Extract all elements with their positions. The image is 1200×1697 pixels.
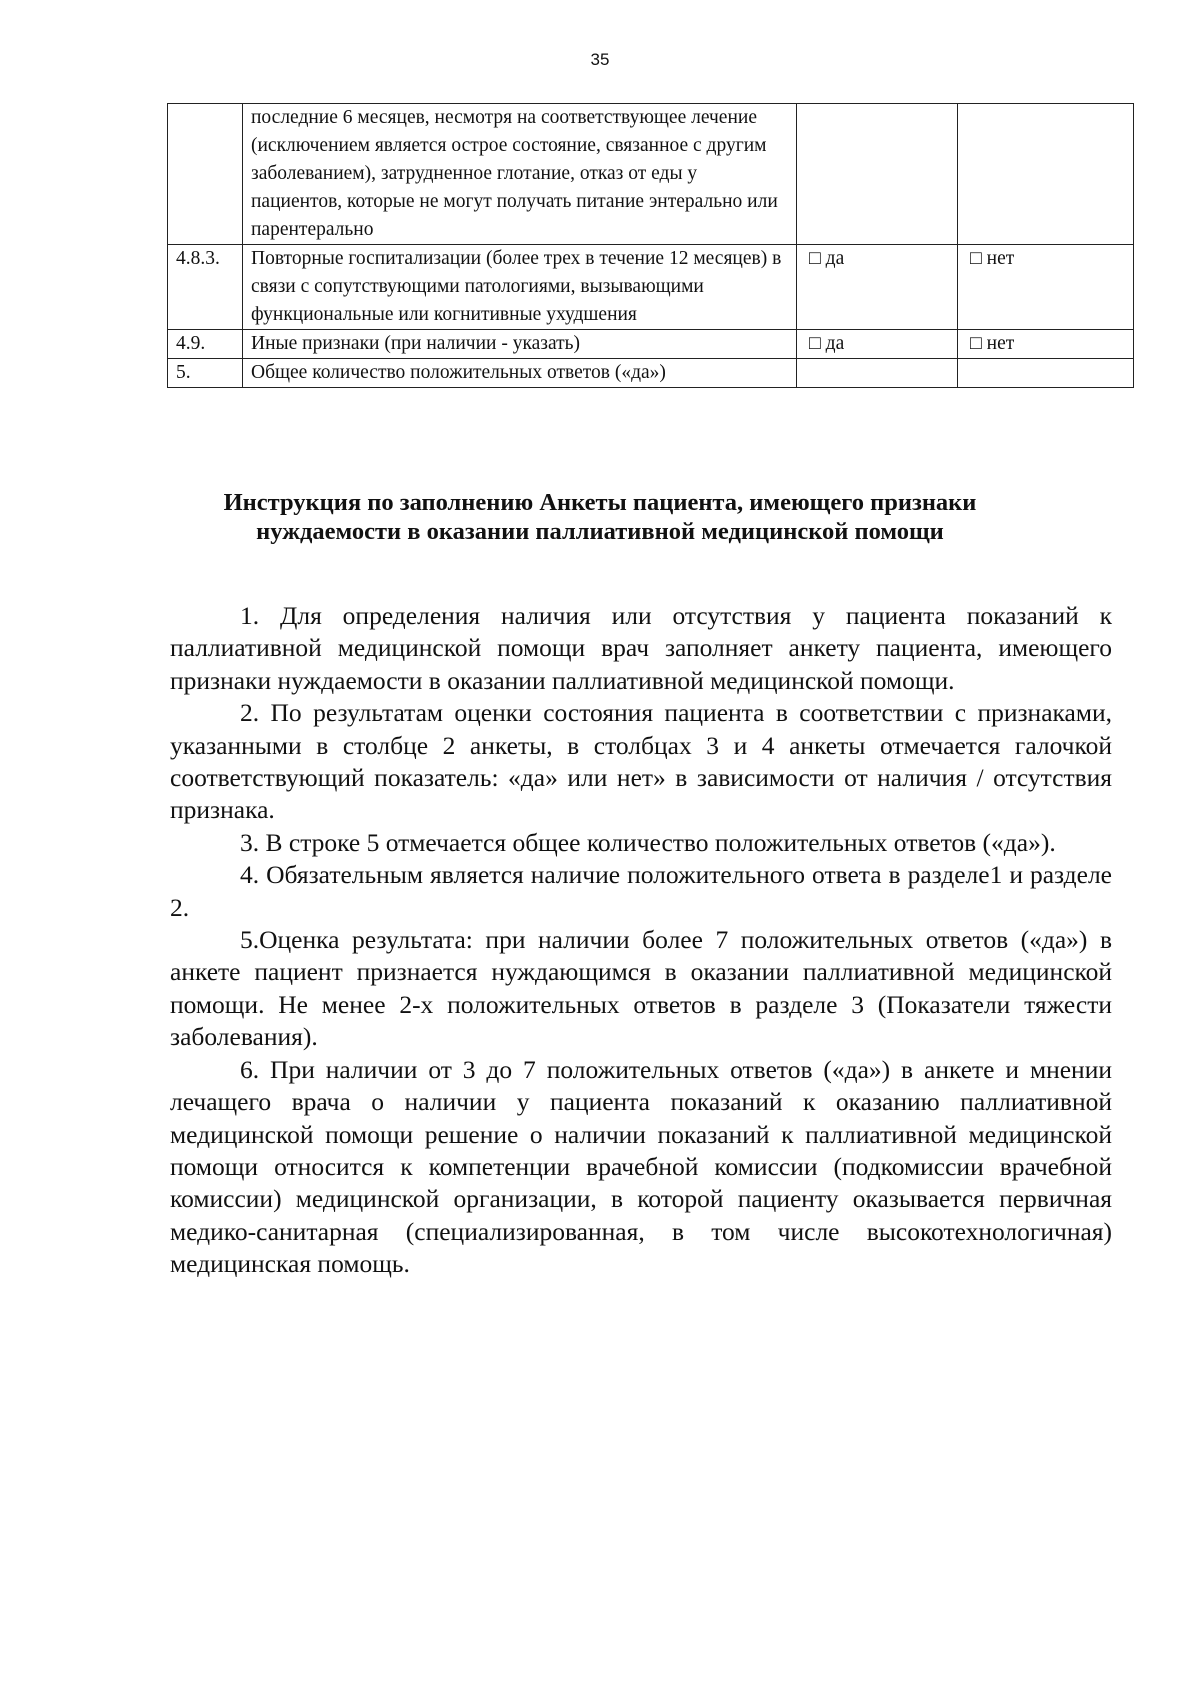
row-criterion: Повторные госпитализации (более трех в течение 12 месяцев) в связи с сопутствующими патологиями, вызывающими функциональные или когнитивные ухудшения <box>243 245 797 330</box>
table-row <box>168 330 1134 359</box>
row-criterion: последние 6 месяцев, несмотря на соответствующее лечение (исключением является острое состояние, связанное с другим заболеванием), затрудненное глотание, отказ от еды у пациентов, которые не могут получать питание энтерально или парентерально <box>243 104 797 245</box>
instruction-body <box>170 600 1112 1281</box>
total-no-cell[interactable] <box>958 359 1134 388</box>
table-row <box>168 104 1134 245</box>
row-number: 5. <box>168 359 243 388</box>
no-checkbox[interactable]: □ нет <box>958 245 1134 330</box>
row-number: 4.9. <box>168 330 243 359</box>
instruction-paragraph: 5.Оценка результата: при наличии более 7 положительных ответов («да») в анкете пациент признается нуждающимся в оказании паллиативной медицинской помощи. Не менее 2-х положительных ответов в разделе 3 (Показатели тяжести заболевания). <box>170 925 1112 1052</box>
instruction-paragraph: 1. Для определения наличия или отсутствия у пациента показаний к паллиативной медицинской помощи врач заполняет анкету пациента, имеющего признаки нуждаемости в оказании паллиативной медицинской помощи. <box>170 601 1112 695</box>
row-number: 4.8.3. <box>168 245 243 330</box>
instruction-heading: Инструкция по заполнению Анкеты пациента, имеющего признаки нуждаемости в оказании паллиативной медицинской помощи <box>223 489 977 545</box>
instruction-paragraph: 4. Обязательным является наличие положительного ответа в разделе1 и разделе 2. <box>170 860 1112 922</box>
patient-questionnaire-table <box>167 103 1134 388</box>
yes-checkbox[interactable]: □ да <box>797 330 958 359</box>
row-no-option <box>958 104 1134 245</box>
row-yes-option <box>797 104 958 245</box>
instruction-paragraph: 6. При наличии от 3 до 7 положительных ответов («да») в анкете и мнении лечащего врача о наличии у пациента показаний к оказанию паллиативной медицинской помощи решение о наличии показаний к паллиативной медицинской помощи относится к компетенции врачебной комиссии (подкомиссии врачебной комиссии) медицинской организации, в которой пациенту оказывается первичная медико-санитарная (специализированная, в том числе высокотехнологичная) медицинская помощь. <box>170 1054 1112 1279</box>
row-criterion: Общее количество положительных ответов («да») <box>243 359 797 388</box>
no-checkbox[interactable]: □ нет <box>958 330 1134 359</box>
row-number <box>168 104 243 245</box>
instruction-paragraph: 3. В строке 5 отмечается общее количество положительных ответов («да»). <box>240 827 1056 857</box>
table-row <box>168 359 1134 388</box>
total-yes-cell[interactable] <box>797 359 958 388</box>
instruction-paragraph: 2. По результатам оценки состояния пациента в соответствии с признаками, указанными в столбце 2 анкеты, в столбцах 3 и 4 анкеты отмечается галочкой соответствующий показатель: «да» или нет» в зависимости от наличия / отсутствия признака. <box>170 698 1112 825</box>
table-row <box>168 245 1134 330</box>
yes-checkbox[interactable]: □ да <box>797 245 958 330</box>
page-number: 35 <box>590 50 610 69</box>
row-criterion: Иные признаки (при наличии - указать) <box>243 330 797 359</box>
